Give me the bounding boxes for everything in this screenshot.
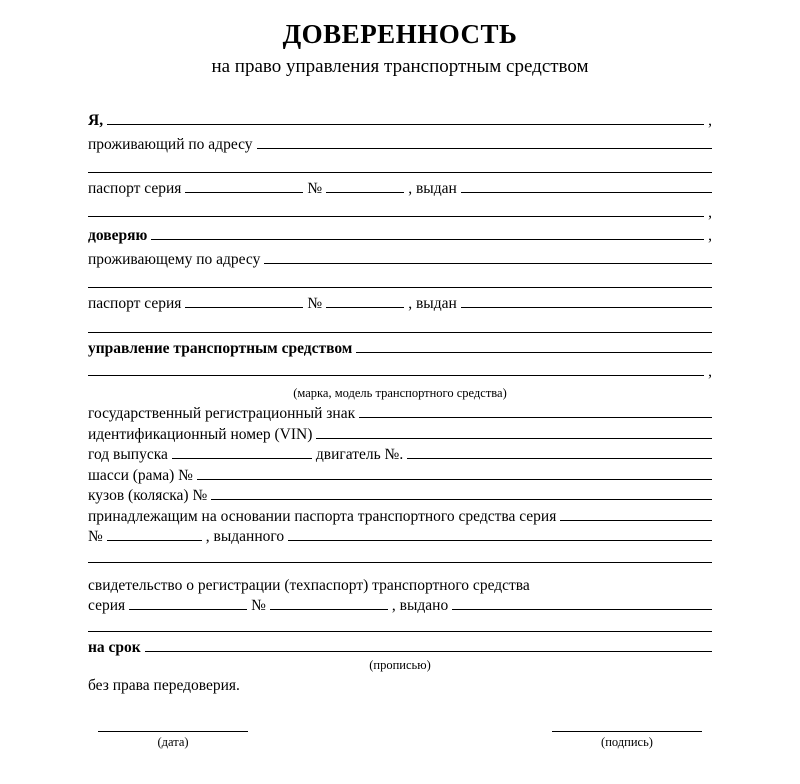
vehicle-manage-label: управление транспортным средством: [88, 339, 353, 357]
body-label: кузов (коляска) №: [88, 487, 208, 505]
term-row: [88, 639, 712, 656]
body-field[interactable]: [211, 487, 712, 500]
make-model-hint: (марка, модель транспортного средства): [293, 385, 507, 400]
year-field[interactable]: [172, 446, 312, 459]
page-title: ДОВЕРЕННОСТЬ: [282, 19, 518, 49]
engine-field[interactable]: [407, 446, 712, 459]
pts-number-row: [88, 528, 712, 545]
registration-issuer-field-line2[interactable]: [88, 618, 712, 632]
pts-series-row: [88, 508, 712, 525]
year-label: год выпуска: [88, 446, 168, 464]
reg-plate-field[interactable]: [359, 405, 712, 418]
pts-series-field[interactable]: [560, 508, 712, 521]
signature-footer: [88, 730, 712, 750]
vin-field[interactable]: [316, 426, 712, 439]
date-field[interactable]: [98, 730, 248, 732]
registration-issuer-field[interactable]: [452, 597, 712, 610]
grantee-passport-issued-label: , выдан: [408, 295, 457, 313]
no-substitution-text: без права передоверия.: [88, 676, 240, 694]
grantee-address-label: проживающему по адресу: [88, 250, 261, 268]
grantor-name-row: [88, 112, 712, 129]
grantor-passport-number-field[interactable]: [326, 180, 404, 193]
reg-plate-row: [88, 405, 712, 422]
grantee-passport-label: паспорт серия: [88, 295, 182, 313]
registration-series-row: [88, 597, 712, 614]
registration-certificate-label: свидетельство о регистрации (техпаспорт) транспортного средства: [88, 576, 530, 594]
pts-number-field[interactable]: [107, 528, 202, 541]
grantor-address-field-line2[interactable]: [88, 159, 712, 173]
grantor-passport-issuer-field-line2[interactable]: [88, 204, 704, 217]
form-body: [88, 112, 712, 693]
document-page: [0, 20, 800, 784]
reg-plate-label: государственный регистрационный знак: [88, 405, 356, 423]
signature-row: [88, 730, 712, 750]
grantor-passport-row: [88, 180, 712, 197]
vin-label: идентификационный номер (VIN): [88, 425, 313, 443]
grantor-passport-label: паспорт серия: [88, 180, 182, 198]
grantee-passport-issuer-field[interactable]: [461, 295, 712, 308]
chassis-row: [88, 467, 712, 484]
pts-issuer-field-line2[interactable]: [88, 549, 712, 563]
signature-block: [542, 730, 712, 750]
grantee-name-field[interactable]: [151, 227, 704, 240]
grantor-name-label: Я,: [88, 112, 104, 130]
grantee-trust-label: доверяю: [88, 227, 148, 245]
grantor-passport-issuer-cont-row: [88, 204, 712, 221]
term-hint: (прописью): [369, 658, 431, 673]
vin-row: [88, 426, 712, 443]
pts-number-symbol: №: [88, 528, 103, 546]
chassis-field[interactable]: [197, 467, 712, 480]
grantee-passport-number-symbol: №: [307, 295, 323, 313]
term-field[interactable]: [145, 639, 712, 652]
grantee-passport-series-field[interactable]: [185, 295, 303, 308]
signature-field[interactable]: [552, 730, 702, 732]
vehicle-manage-field-line2[interactable]: [88, 363, 704, 376]
grantor-passport-series-field[interactable]: [185, 180, 303, 193]
registration-series-label: серия: [88, 597, 126, 615]
grantee-address-field[interactable]: [264, 251, 712, 264]
registration-number-symbol: №: [251, 597, 266, 615]
registration-issued-label: , выдано: [391, 597, 449, 615]
grantor-name-field[interactable]: [107, 112, 704, 125]
pts-belongs-label: принадлежащим на основании паспорта транспортного средства серия: [88, 507, 557, 525]
pts-issuer-field[interactable]: [288, 528, 712, 541]
grantee-address-field-line2[interactable]: [88, 274, 712, 288]
grantee-name-comma: ,: [708, 227, 712, 245]
grantee-passport-number-field[interactable]: [326, 295, 404, 308]
grantor-passport-issued-label: , выдан: [408, 180, 457, 198]
grantee-address-row: [88, 251, 712, 268]
page-subtitle: на право управления транспортным средством: [211, 55, 589, 77]
grantor-address-label: проживающий по адресу: [88, 135, 253, 153]
grantor-address-row: [88, 136, 712, 153]
grantor-name-comma: ,: [708, 112, 712, 130]
engine-label: двигатель №.: [315, 446, 404, 464]
vehicle-manage-comma: ,: [708, 363, 712, 381]
vehicle-manage-row: [88, 340, 712, 357]
grantee-passport-row: [88, 295, 712, 312]
body-row: [88, 487, 712, 504]
registration-series-field[interactable]: [129, 597, 247, 610]
year-engine-row: [88, 446, 712, 463]
signature-caption: (подпись): [601, 735, 653, 749]
vehicle-manage-field[interactable]: [356, 340, 712, 353]
registration-number-field[interactable]: [270, 597, 388, 610]
grantor-passport-number-symbol: №: [307, 180, 323, 198]
grantor-passport-issuer-comma: ,: [708, 203, 712, 221]
vehicle-manage-cont-row: [88, 363, 712, 380]
grantee-name-row: [88, 227, 712, 244]
date-block: [88, 730, 258, 750]
pts-issued-by-label: , выданного: [205, 528, 285, 546]
term-label: на срок: [88, 638, 141, 656]
grantor-passport-issuer-field[interactable]: [461, 180, 712, 193]
grantee-passport-issuer-field-line2[interactable]: [88, 319, 712, 333]
grantor-address-field[interactable]: [257, 136, 712, 149]
date-caption: (дата): [157, 735, 189, 749]
chassis-label: шасси (рама) №: [88, 466, 193, 484]
